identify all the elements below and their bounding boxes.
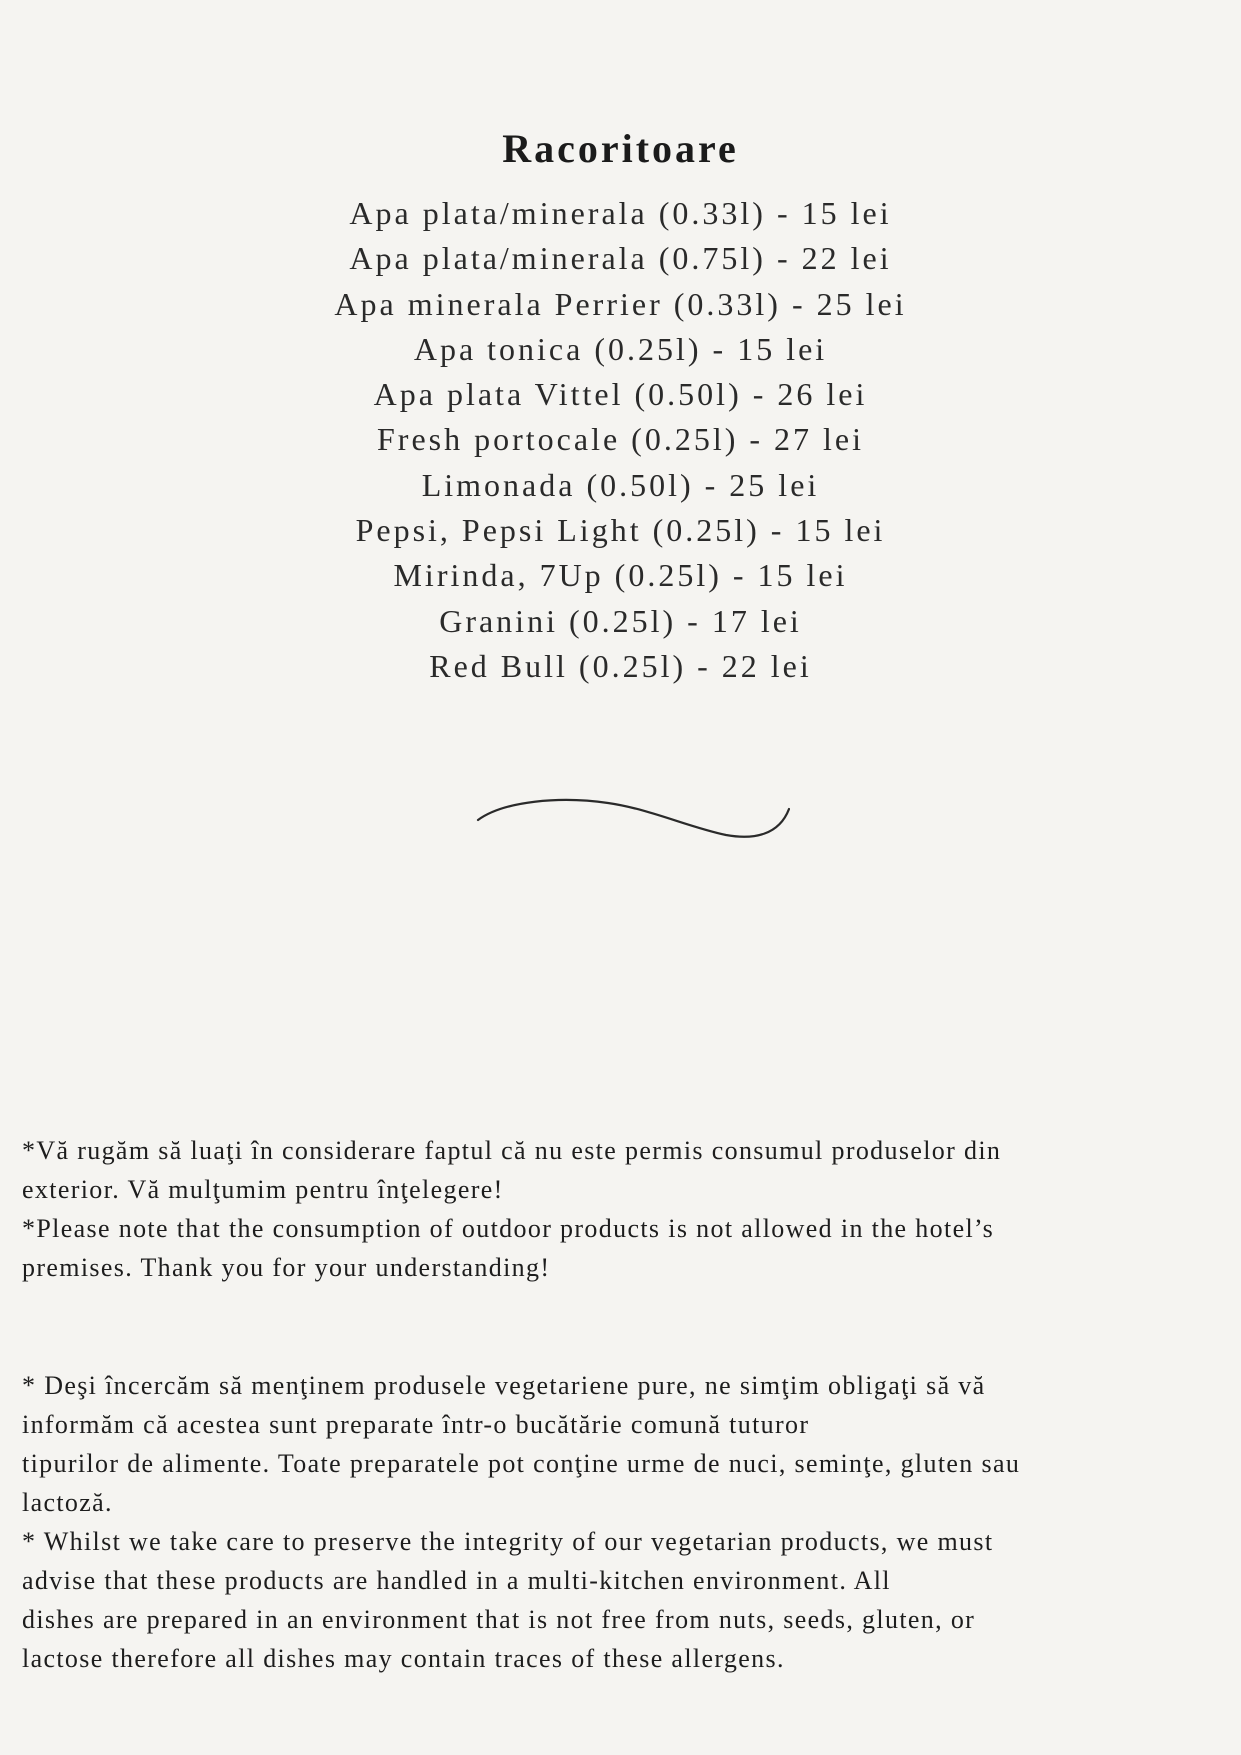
menu-item: Fresh portocale (0.25l) - 27 lei: [377, 421, 864, 458]
menu-item: Apa minerala Perrier (0.33l) - 25 lei: [334, 285, 907, 322]
allergen-notice: [22, 1366, 1222, 1678]
menu-item: Apa plata/minerala (0.33l) - 15 lei: [349, 195, 892, 231]
notice-line: *Vă rugăm să luaţi în considerare faptul că nu este permis consumul produselor din: [22, 1136, 1002, 1165]
notice-line: * Whilst we take care to preserve the integrity of our vegetarian products, we must: [22, 1527, 994, 1556]
notice-line: * Deşi încercăm să menţinem produsele vegetariene pure, ne simţim obligaţi să vă: [22, 1371, 986, 1400]
notice-line: exterior. Vă mulţumim pentru înţelegere!: [22, 1175, 504, 1204]
section-title: Racoritoare: [502, 126, 739, 171]
notice-line: premises. Thank you for your understanding!: [22, 1253, 551, 1282]
notice-line: advise that these products are handled in a multi-kitchen environment. All: [22, 1566, 891, 1595]
notice-line: lactose therefore all dishes may contain traces of these allergens.: [22, 1644, 785, 1673]
drinks-section: [0, 117, 1241, 689]
notice-line: *Please note that the consumption of outdoor products is not allowed in the hotel’s: [22, 1214, 995, 1243]
menu-item: Apa tonica (0.25l) - 15 lei: [413, 330, 828, 367]
menu-item: Granini (0.25l) - 17 lei: [439, 602, 802, 639]
notice-line: dishes are prepared in an environment that is not free from nuts, seeds, gluten, or: [22, 1605, 976, 1634]
menu-item: Apa plata/minerala (0.75l) - 22 lei: [349, 240, 892, 277]
notice-line: lactoză.: [22, 1488, 113, 1517]
menu-item: Mirinda, 7Up (0.25l) - 15 lei: [393, 557, 848, 594]
menu-item: Pepsi, Pepsi Light (0.25l) - 15 lei: [355, 512, 886, 549]
menu-item: Red Bull (0.25l) - 22 lei: [429, 647, 812, 684]
menu-item: Limonada (0.50l) - 25 lei: [421, 466, 820, 503]
swash-divider-icon: [474, 793, 790, 841]
drinks-list: [0, 191, 1241, 689]
notice-line: tipurilor de alimente. Toate preparatele pot conţine urme de nuci, seminţe, gluten sau: [22, 1449, 1021, 1478]
outside-products-notice: [22, 1131, 1222, 1287]
menu-item: Apa plata Vittel (0.50l) - 26 lei: [373, 376, 868, 413]
notice-line: informăm că acestea sunt preparate într-o bucătărie comună tuturor: [22, 1410, 810, 1439]
